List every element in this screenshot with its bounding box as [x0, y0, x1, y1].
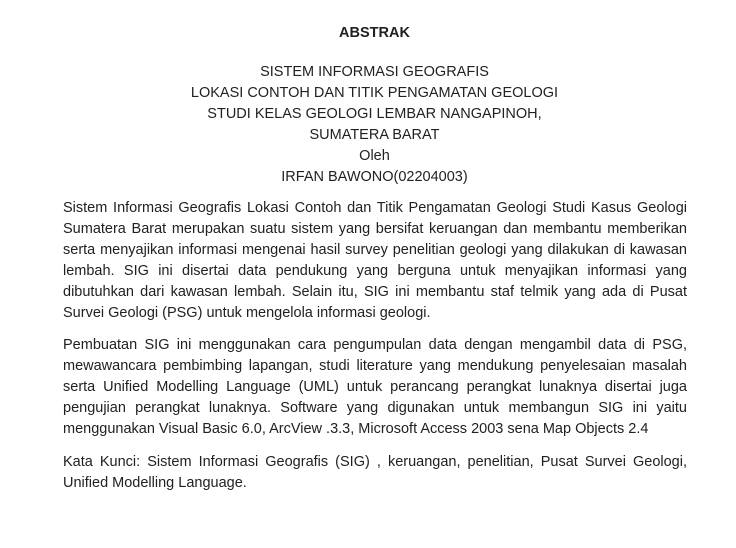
- keywords-paragraph: Kata Kunci: Sistem Informasi Geografis (SIG) , keruangan, penelitian, Pusat Survei Geologi, Unified Modelling Language.: [63, 454, 687, 491]
- author-by-label: Oleh: [359, 148, 390, 164]
- title-line: SISTEM INFORMASI GEOGRAFIS: [260, 64, 489, 80]
- title-block: [0, 62, 736, 188]
- abstract-heading: ABSTRAK: [339, 25, 410, 41]
- title-line: STUDI KELAS GEOLOGI LEMBAR NANGAPINOH,: [207, 106, 542, 122]
- author-name: IRFAN BAWONO(02204003): [281, 169, 468, 185]
- abstract-paragraph-2: Pembuatan SIG ini menggunakan cara pengumpulan data dengan mengambil data di PSG, mewawancara pembimbing lapangan, studi literature yang mendukung penyelesaian masalah serta Unified Modelling Language (UML) untuk perancang perangkat lunaknya disertai juga pengujian perangkat lunaknya. Software yang digunakan untuk membangun SIG ini yaitu menggunakan Visual Basic 6.0, ArcView .3.3, Microsoft Access 2003 sena Map Objects 2.4: [63, 337, 687, 437]
- abstract-paragraph-1: Sistem Informasi Geografis Lokasi Contoh dan Titik Pengamatan Geologi Studi Kasus Geologi Sumatera Barat merupakan suatu sistem yang bersifat keruangan dan membantu memberikan serta menyajikan informasi mengenai hasil survey penelitian geologi yang dilakukan di kawasan lembah. SIG ini disertai data pendukung yang berguna untuk menyajikan informasi yang dibutuhkan dari kawasan lembah. Selain itu, SIG ini membantu staf telmik yang ada di Pusat Survei Geologi (PSG) untuk mengelola informasi geologi.: [63, 200, 687, 321]
- title-line: LOKASI CONTOH DAN TITIK PENGAMATAN GEOLOGI: [190, 85, 559, 101]
- title-line: SUMATERA BARAT: [309, 127, 440, 143]
